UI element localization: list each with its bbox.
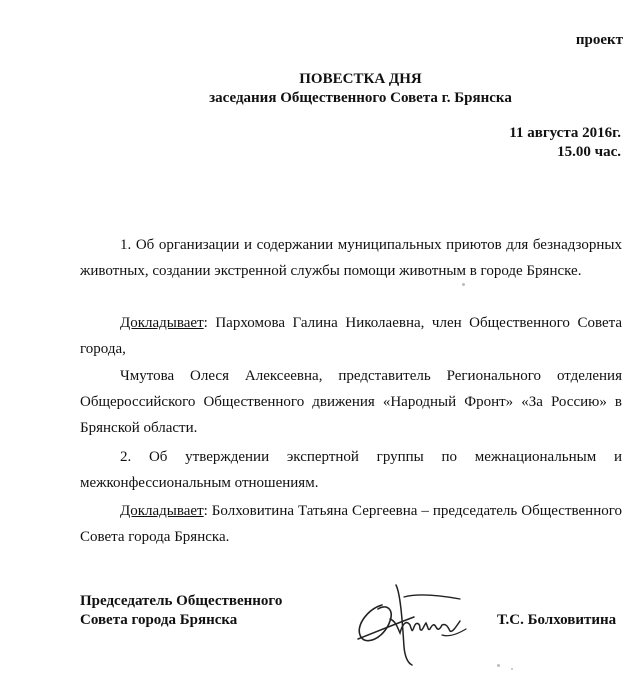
agenda-item-1-co-speaker [80,363,622,441]
meeting-time: 15.00 час. [557,144,621,160]
scan-speck [511,668,513,670]
title-line-1: ПОВЕСТКА ДНЯ [299,71,422,87]
handwritten-signature [338,575,488,670]
document-title [0,70,641,108]
meeting-datetime [509,124,621,162]
agenda-item-2-speaker [80,498,622,550]
title-line-2: заседания Общественного Совета г. Брянска [209,90,512,106]
co-speaker-text: Чмутова Олеся Алексеевна, представитель Регионального отделения Общероссийского Общественного движения «Народный Фронт» «За Россию» в Брянской области. [80,368,622,436]
agenda-item-2-text: 2. Об утверждении экспертной группы по межнациональным и межконфессиональным отношениям. [80,449,622,491]
signatory-position-line-1: Председатель Общественного [80,593,283,609]
scan-speck [497,664,500,667]
speaker-text: : Пархомова Галина Николаевна, член Общественного Совета города, [80,315,622,357]
agenda-item-1-speaker [80,310,622,362]
speaker-label: Докладывает [120,315,204,331]
agenda-item-1 [80,232,622,284]
speaker-label: Докладывает [120,503,204,519]
meeting-date: 11 августа 2016г. [509,125,621,141]
signatory-position-line-2: Совета города Брянска [80,612,238,628]
speaker-text: : Болховитина Татьяна Сергеевна – председатель Общественного Совета города Брянска. [80,503,622,545]
signatory-name: Т.С. Болховитина [497,612,617,628]
scan-speck [462,283,465,286]
signatory-position [80,592,282,630]
agenda-item-1-text: 1. Об организации и содержании муниципальных приютов для безнадзорных животных, создании экстренной службы помощи животным в городе Брянске. [80,237,622,279]
draft-mark: проект [575,32,623,48]
agenda-item-2 [80,444,622,496]
